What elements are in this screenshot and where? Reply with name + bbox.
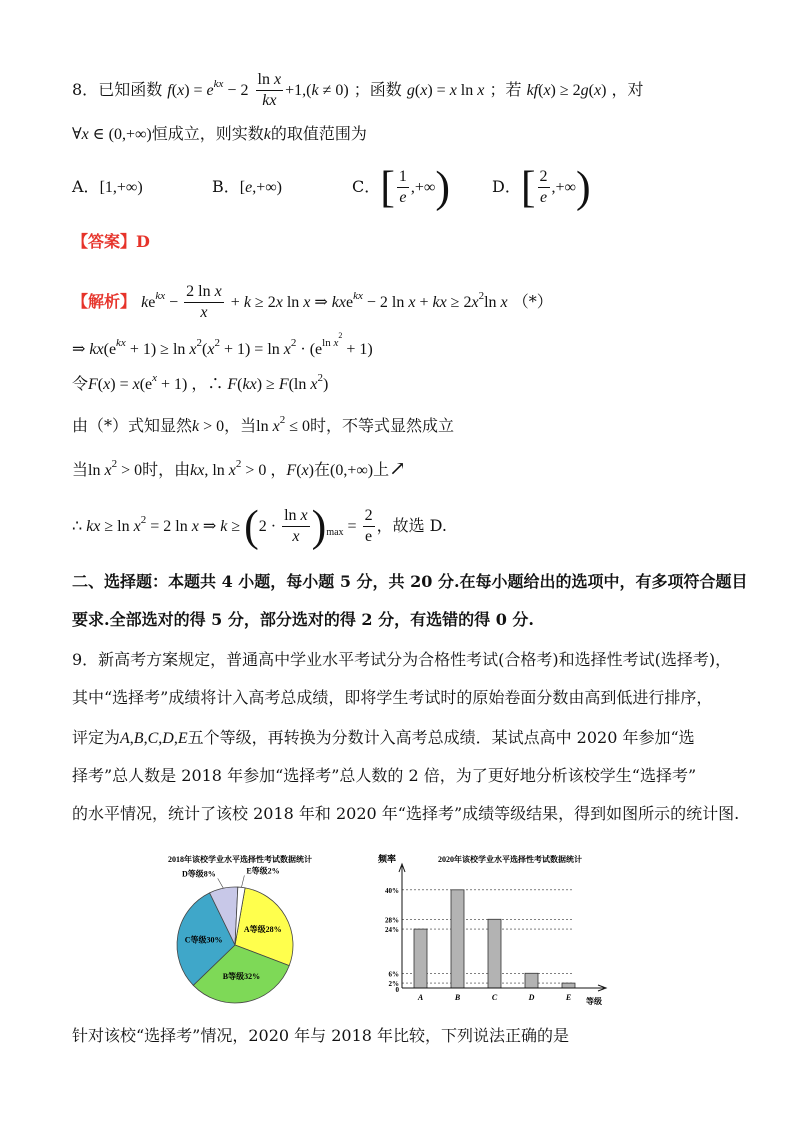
analysis-line1: 【解析】 $ke^{kx}$ − $\frac{\text{2 ln x}}{x}$ + k ≥ 2x ln x ⇒ kxe$^{kx}$ − 2 ln x + kx ≥ $2x^2\ln$ x （*） (72, 283, 553, 321)
pie-chart-title: 2018年该校学业水平选择性考试数据统计 (168, 855, 312, 864)
bar-xtick-1: B (454, 993, 461, 1002)
bar-ytick-0: 40% (385, 886, 399, 895)
pie-label-2: C等级30% (184, 935, 223, 945)
bar-C (488, 919, 501, 988)
bar-A (414, 929, 427, 988)
bar-chart-2020 (360, 850, 620, 1010)
section2-line2: 要求.全部选对的得 5 分，部分选对的得 2 分，有选错的得 0 分. (72, 610, 534, 629)
pie-leader-4 (241, 875, 244, 887)
pie-label-3: D等级8% (181, 869, 216, 879)
option-c: C．[ $\frac{1}{e}$ ,+∞) (352, 162, 450, 212)
analysis-line3: 令$F(x) = x(e^x + 1)$ ，∴ F(kx) ≥ F(ln $x^2$) (72, 372, 329, 393)
bar-xtick-2: C (491, 993, 498, 1002)
pie-label-1: B等级32% (222, 972, 261, 982)
bar-origin: 0 (395, 986, 399, 994)
q9-line5: 的水平情况，统计了该校 2018 年和 2020 年“选择考”成绩等级结果，得到如图所示的统计图. (72, 804, 740, 823)
bar-ytick-3: 6% (388, 970, 399, 979)
bar-xtick-0: A (417, 993, 424, 1002)
bar-ytick-2: 24% (385, 926, 399, 935)
analysis-line5: 当$\ln x^2 > 0$时，由kx, $\ln x^2 > 0$ ，F(x)在(0,+∞)上↗ (72, 456, 406, 480)
bar-chart-ylabel: 频率 (378, 854, 397, 864)
q9-line2: 其中“选择考”成绩将计入高考总成绩，即将学生考试时的原始卷面分数由高到低进行排序， (72, 688, 713, 707)
option-a: A．[1,+∞) (72, 177, 143, 196)
q8-line2: ∀x ∈ (0,+∞)恒成立，则实数k的取值范围为 (72, 124, 367, 143)
pie-chart-2018 (140, 850, 350, 1020)
section2-line1: 二、选择题：本题共 4 小题，每小题 5 分，共 20 分.在每小题给出的选项中，有多项符合题目 (72, 572, 748, 591)
bar-xtick-3: D (528, 993, 535, 1002)
q9-final-line: 针对该校“选择考”情况，2020 年与 2018 年比较，下列说法正确的是 (72, 1026, 570, 1045)
bar-xtick-4: E (565, 993, 572, 1002)
pie-leader-3 (218, 878, 224, 888)
pie-label-4: E等级2% (246, 866, 280, 876)
bar-E (562, 983, 575, 988)
analysis-line4: 由（*）式知显然k > 0，当$\ln x^2 \le 0$时，不等式显然成立 (72, 414, 455, 435)
bar-D (525, 973, 538, 988)
bar-chart-title: 2020年该校学业水平选择性考试数据统计 (438, 855, 582, 864)
q9-line1: 9．新高考方案规定，普通高中学业水平考试分为合格性考试(合格考)和选择性考试(选择考)， (72, 650, 732, 669)
q9-line3: 评定为A,B,C,D,E五个等级，再转换为分数计入高考总成绩．某试点高中 2020 年参加“选 (72, 728, 695, 747)
bar-ytick-1: 28% (385, 916, 399, 925)
analysis-line2: ⇒ $kx(e^{kx} + 1) \ge \ln x^2(x^2 + 1) = \ln x^2 \cdot (e^{ln x^2} + 1)$ (72, 331, 373, 358)
pie-label-0: A等级28% (243, 925, 282, 935)
analysis-line6: ∴ kx ≥ $\ln x^2 = 2$ ln x ⇒ k ≥ (2 · $\frac{\text{ln x}}{x}$ )$_{max}$ = $\frac{2}{e}$ ，故选 D. (72, 501, 447, 551)
q8-line1: 8．已知函数 $f(x) = e^{kx} - 2$ $\frac{\text{ln x}}{kx}$ +1,(k ≠ 0) ；函数 g(x) = x ln x ；若 kf(x) ≥ 2g(x) ，对 (72, 71, 644, 109)
bar-B (451, 890, 464, 988)
bar-xlabel: 等级 (586, 997, 602, 1006)
q9-line4: 择考”总人数是 2018 年参加“选择考”总人数的 2 倍，为了更好地分析该校学生“选择考” (72, 766, 697, 785)
increasing-arrow-icon: ↗ (389, 456, 406, 480)
bar-ytick-4: 2% (388, 980, 399, 989)
option-d: D．[ $\frac{2}{e}$ ,+∞) (492, 162, 591, 212)
option-b: B．[e,+∞) (212, 177, 282, 196)
answer-line: 【答案】D (72, 232, 150, 251)
